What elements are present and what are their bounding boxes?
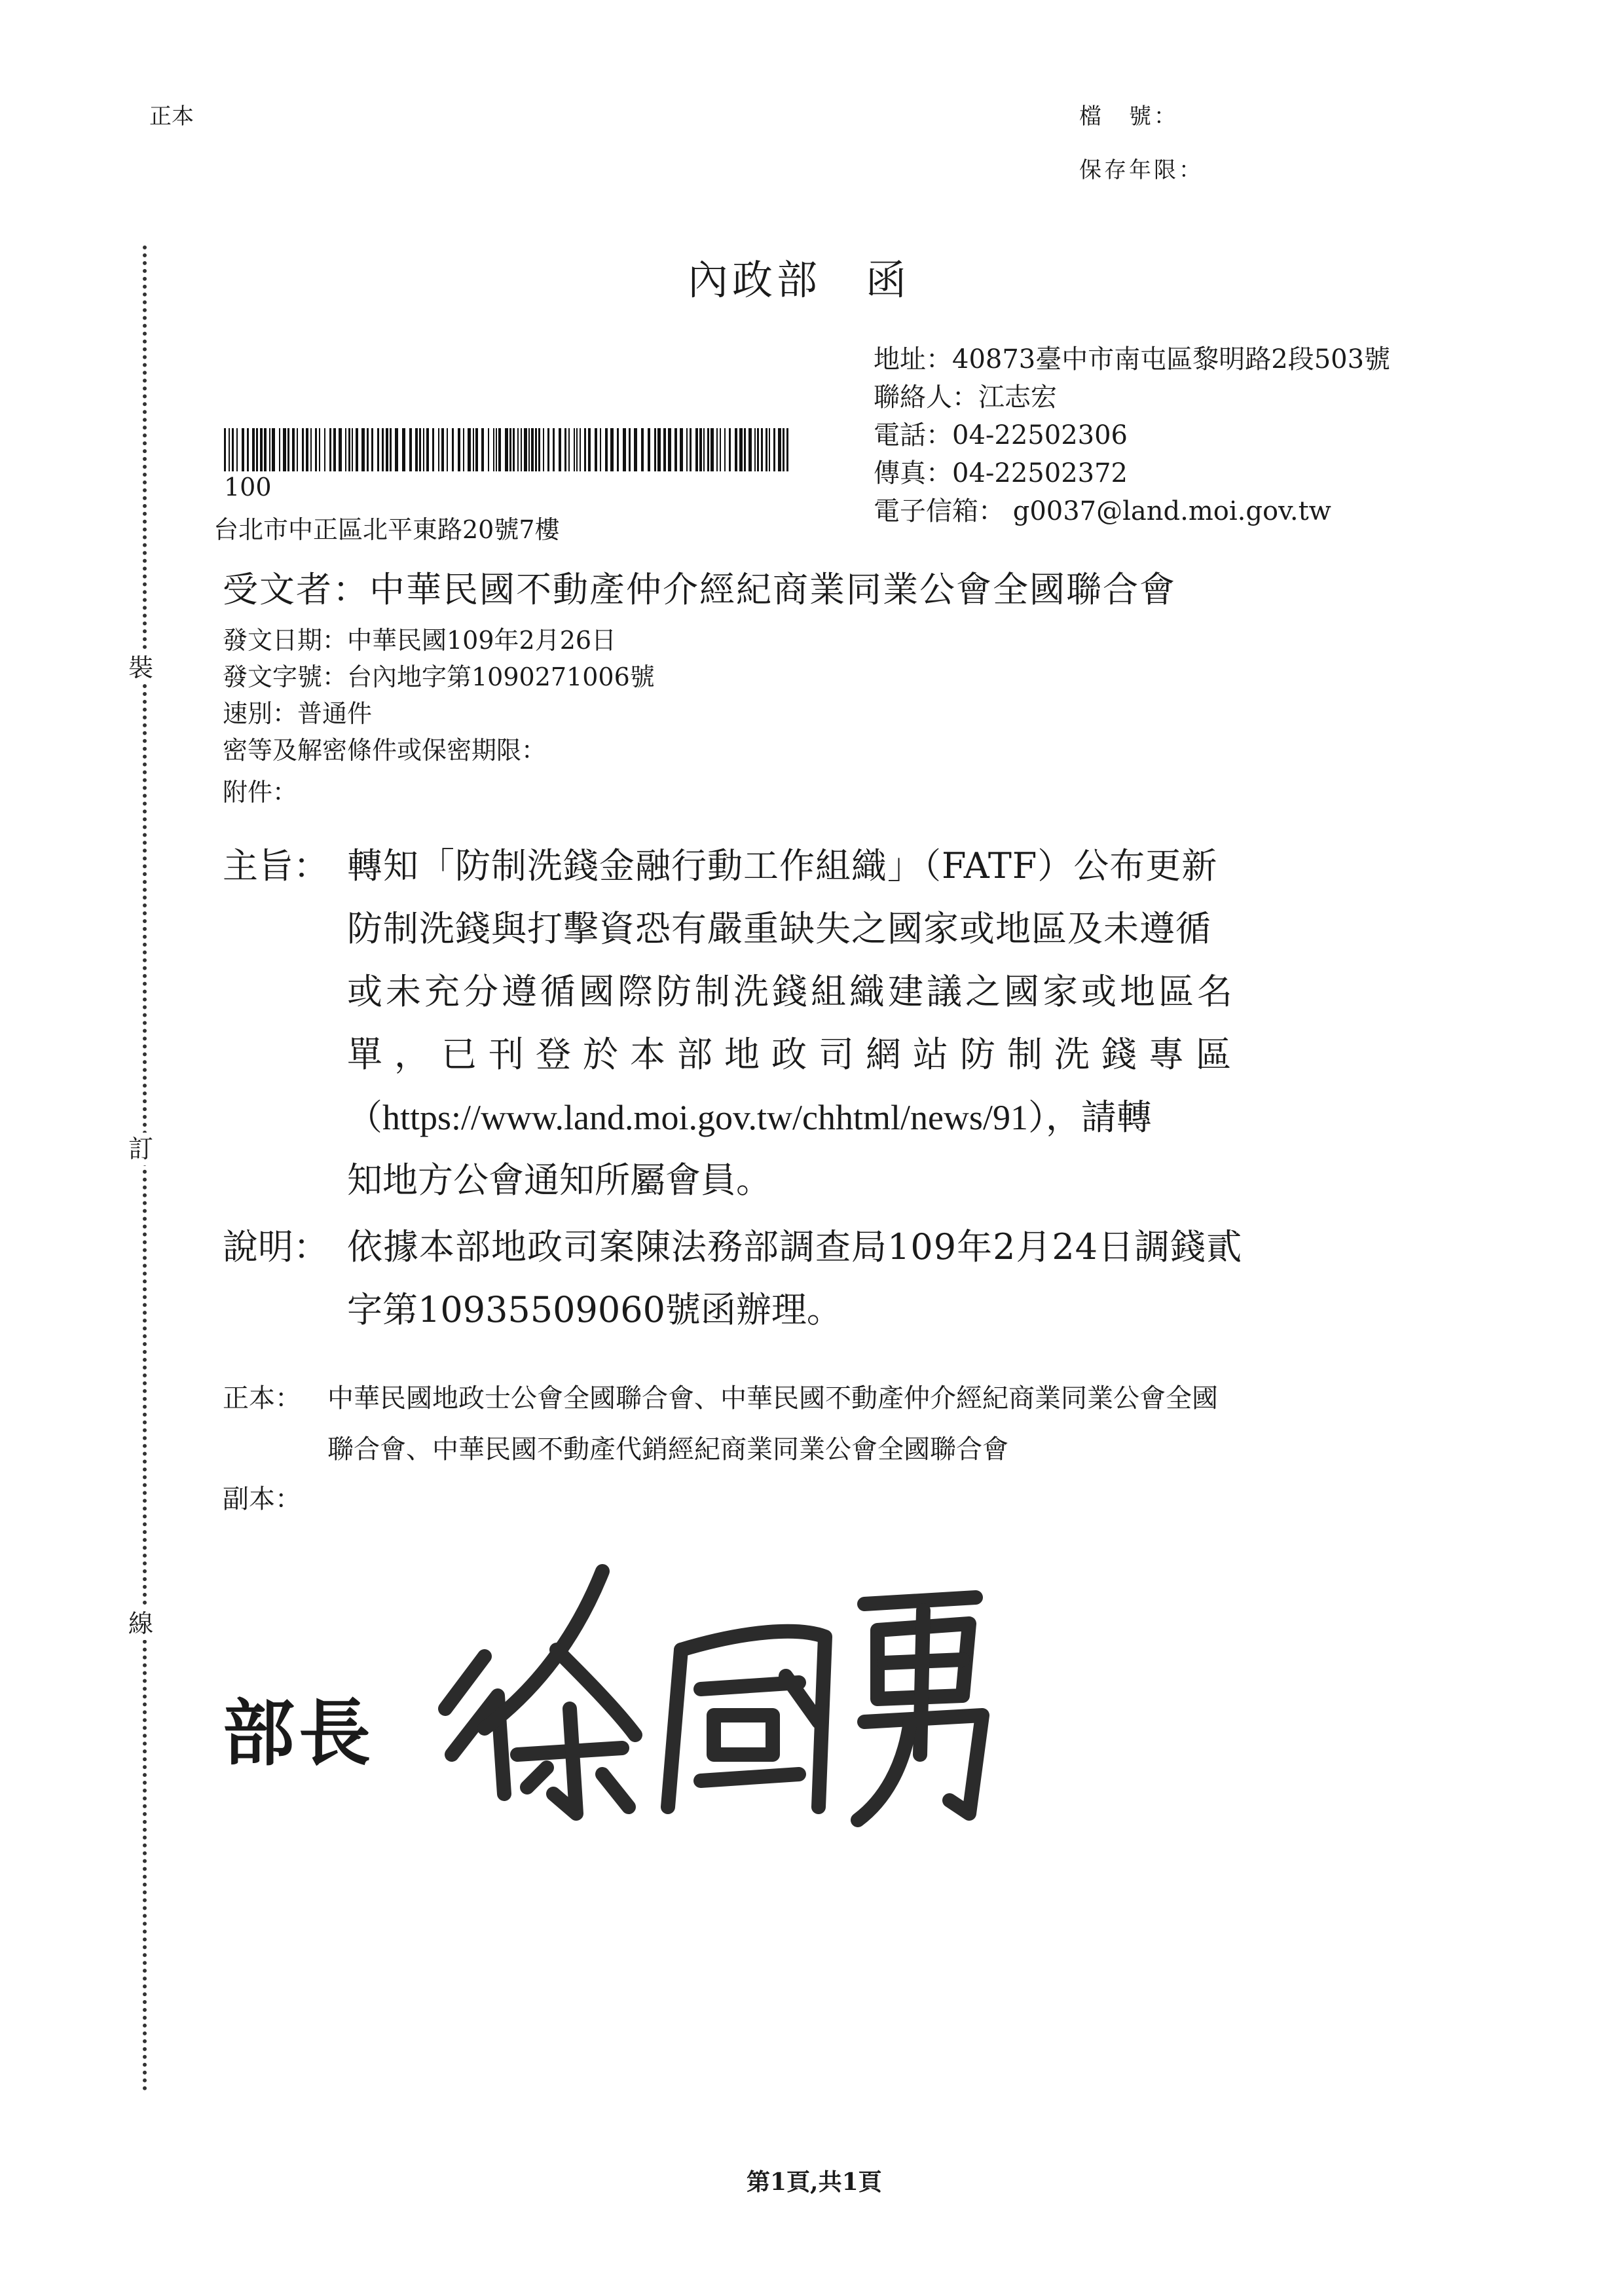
fax-number: 傳真：04-22502372: [874, 458, 1128, 488]
binding-char-xian: 線: [128, 1607, 153, 1640]
retention-period-label: 保存年限：: [1079, 157, 1204, 183]
copy-type-label: 正本: [149, 103, 194, 130]
binding-char-ding: 訂: [128, 1133, 153, 1165]
sender-contact-block: [874, 340, 1390, 530]
sender-address: 地址：40873臺中市南屯區黎明路2段503號: [874, 344, 1391, 374]
document-title: 內政部 函: [688, 256, 911, 304]
subject-line-1: 轉知「防制洗錢金融行動工作組織」（FATF）公布更新: [347, 845, 1218, 886]
subject-line-4: 單，已刊登於本部地政司網站防制洗錢專區: [347, 1034, 1243, 1075]
postal-code: 100: [224, 473, 272, 501]
document-number: 發文字號：台內地字第1090271006號: [223, 663, 655, 691]
attachment: 附件：: [223, 778, 298, 807]
subject-line-3: 或未充分遵循國際防制洗錢組織建議之國家或地區名: [347, 971, 1236, 1012]
subject-line-6: 知地方公會通知所屬會員。: [347, 1159, 771, 1201]
subject-label: 主旨：: [223, 845, 329, 886]
subject-line-2: 防制洗錢與打擊資恐有嚴重缺失之國家或地區及未遵循: [347, 908, 1211, 949]
explanation-line-2: 字第10935509060號函辦理。: [347, 1289, 842, 1330]
url-open-paren: （: [347, 1097, 382, 1138]
subject-line-5: [347, 1089, 1152, 1140]
minister-signature: [406, 1558, 995, 1833]
explanation-label: 說明：: [223, 1226, 329, 1267]
binding-char-zhuang: 裝: [128, 651, 153, 684]
recipient: 受文者：中華民國不動產仲介經紀商業同業公會全國聯合會: [223, 569, 1176, 610]
contact-person: 聯絡人：江志宏: [874, 382, 1057, 412]
land-admin-url[interactable]: https://www.land.moi.gov.tw/chhtml/news/91: [382, 1098, 1028, 1137]
url-close-paren: ），請轉: [1027, 1097, 1152, 1138]
copy-recipients-label: 副本：: [223, 1484, 301, 1514]
main-recipients-line-2: 聯合會、中華民國不動產代銷經紀商業同業公會全國聯合會: [327, 1434, 1008, 1465]
file-number-label: 檔 號：: [1079, 103, 1179, 130]
main-recipients-label: 正本：: [223, 1383, 301, 1413]
barcode: [224, 428, 791, 471]
document-meta: [223, 622, 655, 811]
page-footer: 第1頁,共1頁: [747, 2168, 882, 2196]
main-recipients-line-1: 中華民國地政士公會全國聯合會、中華民國不動產仲介經紀商業同業公會全國: [327, 1383, 1218, 1413]
explanation-line-1: 依據本部地政司案陳法務部調查局109年2月24日調錢貳: [347, 1226, 1243, 1267]
phone-number: 電話：04-22502306: [874, 420, 1128, 450]
minister-title: 部長: [223, 1691, 375, 1776]
delivery-speed: 速別：普通件: [223, 699, 373, 728]
issue-date: 發文日期：中華民國109年2月26日: [223, 626, 617, 655]
classification: 密等及解密條件或保密期限：: [223, 736, 547, 765]
email-address: 電子信箱： g0037@land.moi.gov.tw: [874, 496, 1331, 526]
mailing-address: 台北市中正區北平東路20號7樓: [213, 515, 560, 544]
binding-dotted-line: [143, 246, 147, 2092]
